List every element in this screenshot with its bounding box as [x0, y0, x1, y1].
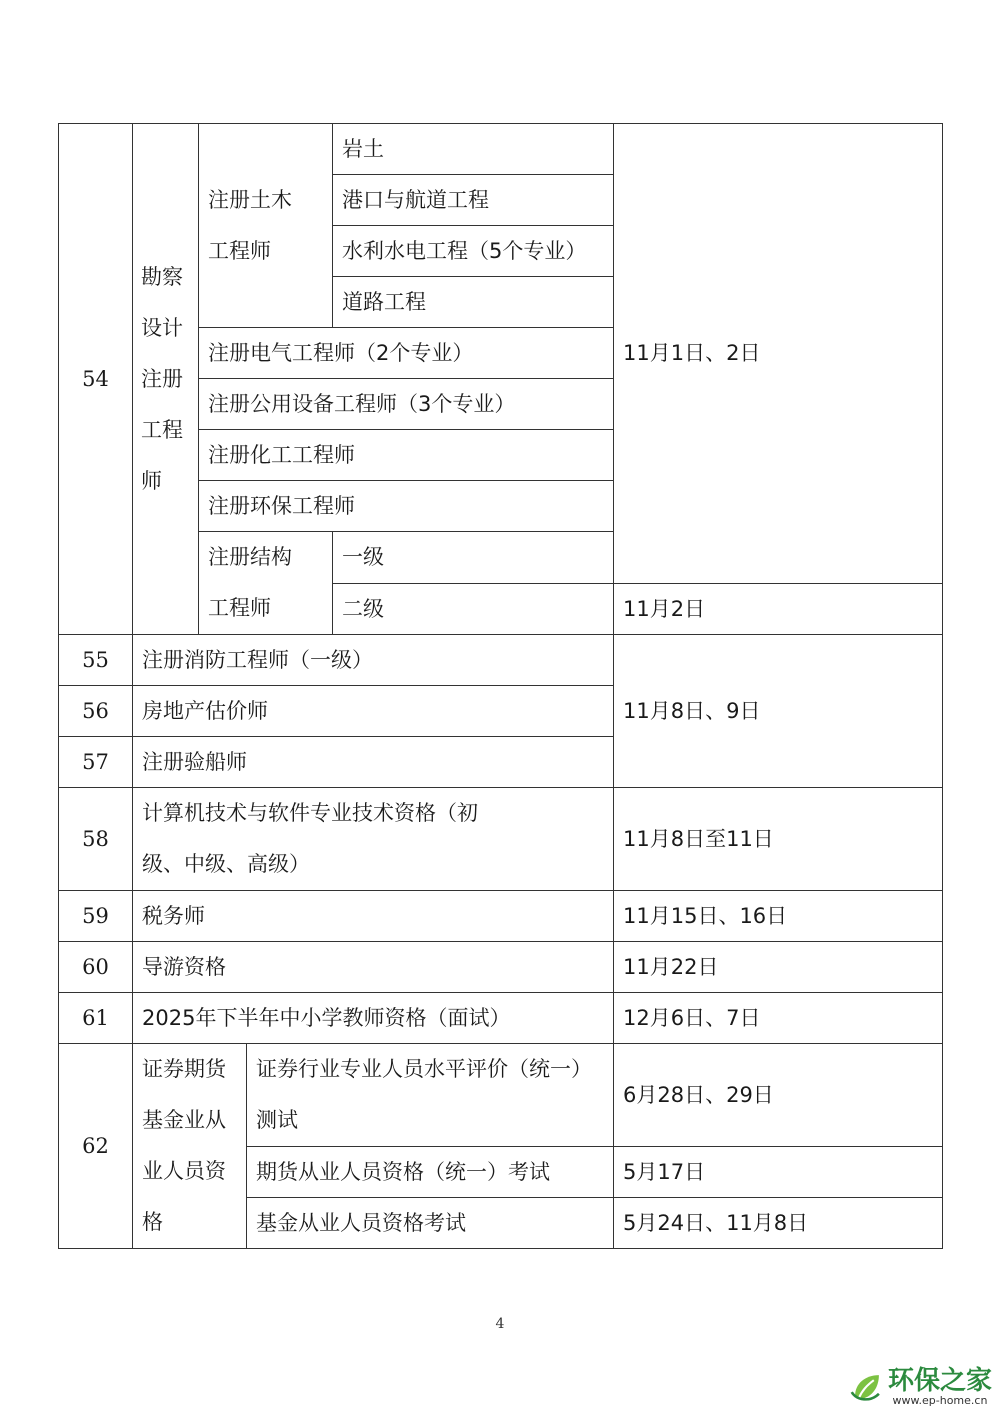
exam-name: 注册电气工程师（2个专业）	[199, 328, 614, 379]
table-row	[59, 788, 943, 891]
sub-item: 港口与航道工程	[333, 175, 614, 226]
exam-name: 注册消防工程师（一级）	[133, 635, 614, 686]
table-row	[59, 942, 943, 993]
exam-name: 证券行业专业人员水平评价（统一）测试	[247, 1044, 614, 1147]
row-number: 58	[59, 788, 133, 891]
watermark-logo	[850, 1367, 992, 1407]
sub-item: 岩土	[333, 124, 614, 175]
watermark-title: 环保之家	[887, 1366, 992, 1396]
exam-date: 11月15日、16日	[614, 891, 943, 942]
category-cell: 证券期货基金业从业人员资格	[133, 1044, 247, 1249]
page-number: 4	[495, 1316, 505, 1332]
exam-name: 2025年下半年中小学教师资格（面试）	[133, 993, 614, 1044]
exam-date: 11月2日	[614, 583, 943, 635]
row-number: 62	[59, 1044, 133, 1249]
exam-name: 注册公用设备工程师（3个专业）	[199, 379, 614, 430]
table-row	[59, 891, 943, 942]
exam-name: 注册环保工程师	[199, 481, 614, 532]
row-number: 59	[59, 891, 133, 942]
sub-item: 水利水电工程（5个专业）	[333, 226, 614, 277]
row-number: 61	[59, 993, 133, 1044]
exam-date: 12月6日、7日	[614, 993, 943, 1044]
exam-name: 期货从业人员资格（统一）考试	[247, 1147, 614, 1198]
row-number: 60	[59, 942, 133, 993]
exam-name: 导游资格	[133, 942, 614, 993]
exam-date: 5月24日、11月8日	[614, 1198, 943, 1249]
exam-name: 计算机技术与软件专业技术资格（初级、中级、高级）	[133, 788, 614, 891]
table-row	[59, 124, 943, 175]
row-number: 54	[59, 124, 133, 635]
exam-schedule-table	[58, 123, 943, 1249]
exam-name: 房地产估价师	[133, 686, 614, 737]
sub-item: 一级	[333, 532, 614, 584]
exam-name: 注册化工工程师	[199, 430, 614, 481]
leaf-logo-icon	[850, 1370, 884, 1404]
structural-engineer-group: 注册结构工程师	[199, 532, 333, 635]
exam-date: 11月8日至11日	[614, 788, 943, 891]
sub-item: 二级	[333, 583, 614, 635]
row-number: 56	[59, 686, 133, 737]
civil-engineer-group: 注册土木工程师	[199, 124, 333, 328]
exam-date: 11月8日、9日	[614, 635, 943, 788]
exam-name: 基金从业人员资格考试	[247, 1198, 614, 1249]
table-row	[59, 993, 943, 1044]
watermark-url: www.ep-home.cn	[892, 1394, 988, 1407]
table-row	[59, 1044, 943, 1147]
exam-date: 11月22日	[614, 942, 943, 993]
exam-date: 11月1日、2日	[614, 124, 943, 584]
category-cell: 勘察设计注册工程师	[133, 124, 199, 635]
row-number: 57	[59, 737, 133, 788]
exam-name: 注册验船师	[133, 737, 614, 788]
table-row	[59, 635, 943, 686]
row-number: 55	[59, 635, 133, 686]
sub-item: 道路工程	[333, 277, 614, 328]
exam-date: 6月28日、29日	[614, 1044, 943, 1147]
exam-date: 5月17日	[614, 1147, 943, 1198]
exam-name: 税务师	[133, 891, 614, 942]
